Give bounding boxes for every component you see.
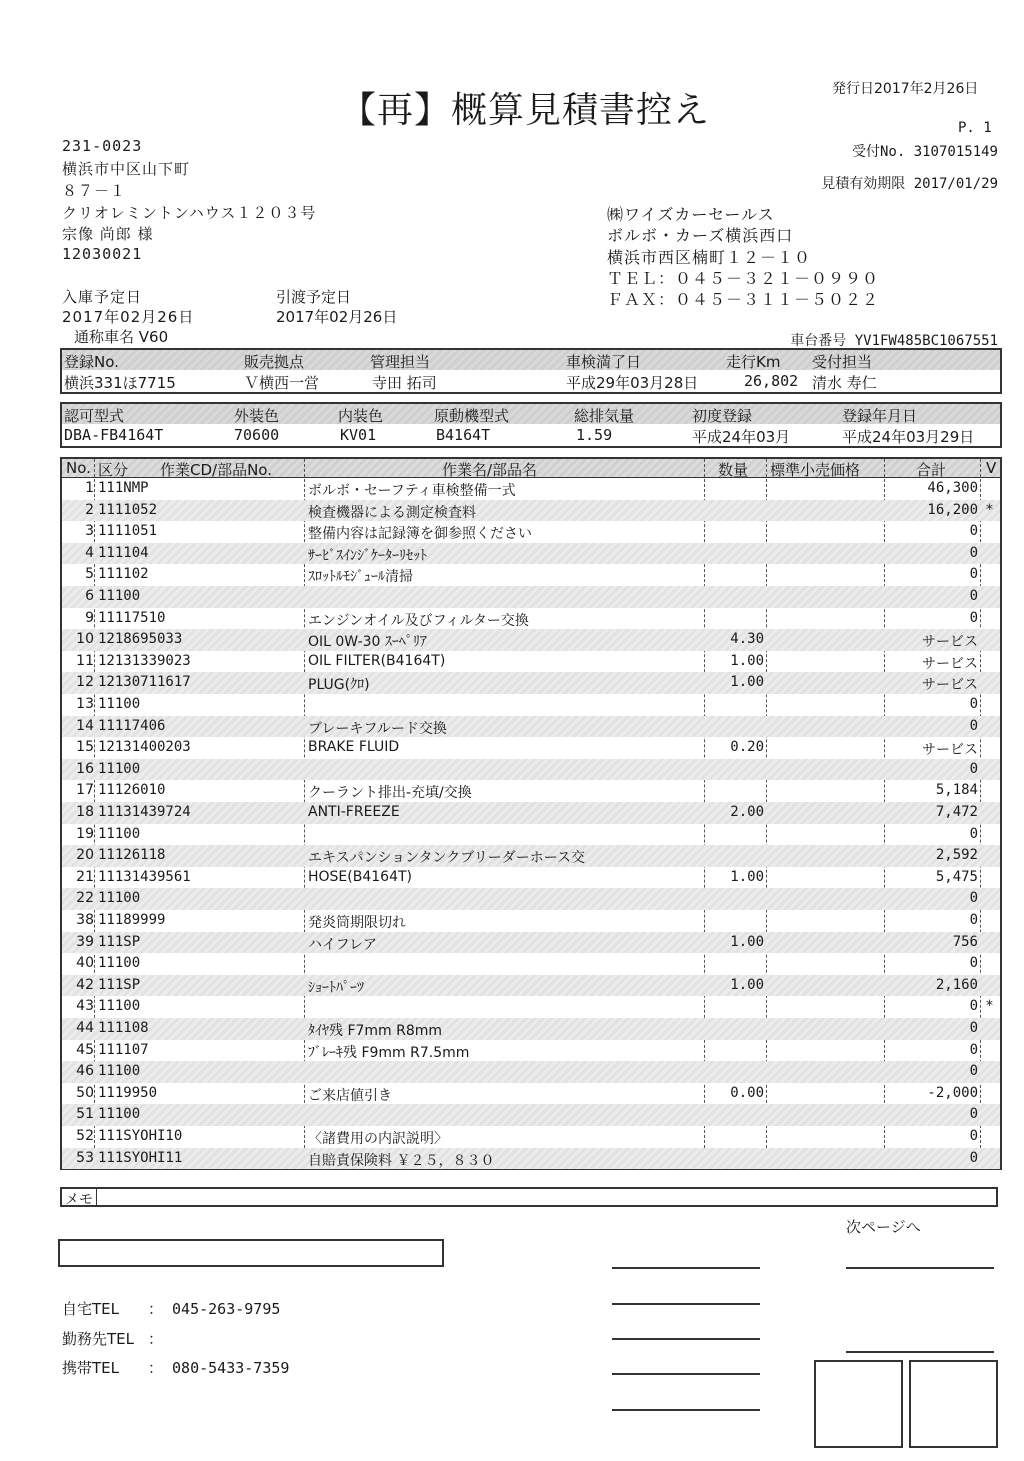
- row-total: 5,475: [935, 868, 978, 885]
- table-row: [62, 1061, 1000, 1083]
- estimate-table: [60, 457, 1002, 1170]
- row-total: 2,592: [935, 847, 978, 864]
- specification-band: [60, 402, 1002, 448]
- row-code: 11100: [98, 1106, 141, 1123]
- row-name: OIL FILTER(B4164T): [308, 652, 446, 669]
- table-row: [62, 845, 1000, 867]
- row-total: 0: [969, 1041, 978, 1058]
- table-row: [62, 888, 1000, 910]
- mobile-tel-value: ： 080-5433-7359: [148, 1359, 290, 1377]
- row-code: 11100: [98, 998, 141, 1015]
- row-no: 18: [76, 804, 94, 820]
- row-total: 756: [952, 933, 978, 950]
- row-qty: 1.00: [730, 933, 764, 950]
- row-flag: *: [986, 501, 993, 518]
- dealer-company: ㈱ワイズカーセールス: [607, 205, 775, 224]
- row-name: ANTI-FREEZE: [308, 804, 400, 820]
- row-total: 0: [969, 1020, 978, 1036]
- work-tel-value: ：: [148, 1330, 164, 1348]
- row-code: 11126010: [98, 782, 166, 799]
- table-row: [62, 910, 1000, 932]
- reception-staff: 清水 寿仁: [812, 374, 877, 392]
- mobile-tel-label: 携帯TEL: [62, 1359, 119, 1377]
- signature-line: [846, 1351, 994, 1353]
- table-row: [62, 802, 1000, 824]
- vehicle-model: 通称車名 V60: [74, 328, 169, 346]
- row-total: 0: [969, 1106, 978, 1123]
- row-total: 0: [969, 523, 978, 540]
- registration-number: 横浜331ほ7715: [64, 374, 176, 392]
- row-total: 0: [969, 588, 978, 604]
- row-no: 22: [76, 890, 94, 907]
- row-total: サービス: [922, 677, 978, 694]
- row-code: 11117406: [98, 717, 166, 734]
- row-code: 111108: [98, 1020, 149, 1036]
- table-row: [62, 694, 1000, 716]
- document-title: 【再】概算見積書控え: [340, 90, 711, 131]
- band1-header: 管理担当: [370, 353, 431, 371]
- home-tel-label: 自宅TEL: [62, 1300, 119, 1318]
- row-no: 43: [76, 998, 94, 1015]
- row-total: 0: [969, 609, 978, 626]
- row-total: 0: [969, 955, 978, 972]
- row-total: 0: [969, 566, 978, 583]
- table-row: [62, 521, 1000, 543]
- row-name: 自賠責保険料 ￥２５，８３０: [308, 1152, 495, 1169]
- page-number: P. 1: [958, 120, 992, 136]
- row-no: 53: [76, 1149, 94, 1166]
- row-code: 111104: [98, 544, 149, 561]
- row-total: サービス: [922, 634, 978, 651]
- row-total: 0: [969, 717, 978, 734]
- header-qty: 数量: [718, 461, 749, 479]
- row-no: 9: [85, 609, 94, 626]
- blank-box: [58, 1239, 444, 1267]
- header-total: 合計: [916, 461, 947, 479]
- band2-header: 認可型式: [64, 407, 125, 425]
- in-date-value: 2017年02月26日: [62, 308, 195, 326]
- row-total: 0: [969, 760, 978, 777]
- band2-header: 初度登録: [692, 407, 753, 425]
- row-no: 46: [76, 1063, 94, 1080]
- row-total: 2,160: [935, 976, 978, 993]
- out-date-label: 引渡予定日: [276, 288, 352, 306]
- first-registration: 平成24年03月: [692, 428, 791, 446]
- row-total: 0: [969, 825, 978, 842]
- band2-header: 原動機型式: [434, 407, 510, 425]
- row-no: 38: [76, 912, 94, 928]
- stamp-box: [909, 1360, 998, 1448]
- table-row: [62, 1018, 1000, 1040]
- validity-date: 見積有効期限 2017/01/29: [821, 176, 998, 192]
- row-name: ボルボ・セーフティ車検整備一式: [308, 483, 516, 499]
- row-no: 20: [76, 847, 94, 864]
- row-code: 12131400203: [98, 739, 191, 756]
- table-row: [62, 953, 1000, 975]
- row-code: 11100: [98, 825, 141, 842]
- out-date-value: 2017年02月26日: [276, 308, 398, 326]
- header-name: 作業名/部品名: [442, 461, 538, 479]
- table-row: [62, 608, 1000, 630]
- row-name: エンジンオイル及びフィルター交換: [308, 612, 529, 629]
- row-name: クーラント排出-充填/交換: [308, 785, 472, 802]
- row-name: ｻｰﾋﾞｽｲﾝｼﾞｹｰﾀｰﾘｾｯﾄ: [308, 547, 427, 564]
- table-row: [62, 1148, 1000, 1170]
- row-qty: 0.00: [730, 1084, 764, 1101]
- row-code: 11100: [98, 955, 141, 972]
- row-name: 整備内容は記録簿を御参照ください: [308, 526, 532, 543]
- row-code: 111SYOHI10: [98, 1128, 183, 1144]
- signature-line: [612, 1373, 760, 1375]
- table-row: [62, 478, 1000, 500]
- row-qty: 0.20: [730, 739, 764, 756]
- row-total: 0: [969, 890, 978, 907]
- customer-id: 12030021: [62, 245, 143, 263]
- row-qty: 1.00: [730, 976, 764, 993]
- table-header: [62, 459, 1000, 478]
- dealer-fax: ＦＡＸ：０４５－３１１－５０２２: [607, 290, 880, 309]
- issue-date: 発行日2017年2月26日: [832, 81, 979, 97]
- table-row: [62, 543, 1000, 565]
- table-row: [62, 759, 1000, 781]
- row-qty: 1.00: [730, 652, 764, 669]
- table-row: [62, 975, 1000, 997]
- table-row: [62, 500, 1000, 522]
- table-row: [62, 672, 1000, 694]
- row-total: サービス: [922, 655, 978, 672]
- row-code: 1111052: [98, 501, 158, 518]
- row-no: 6: [85, 588, 94, 604]
- row-code: 11117510: [98, 609, 166, 626]
- row-no: 11: [76, 652, 94, 669]
- table-row: [62, 867, 1000, 889]
- registration-date: 平成24年03月29日: [842, 428, 975, 446]
- row-no: 2: [85, 501, 94, 518]
- row-code: 11189999: [98, 912, 166, 928]
- row-total: サービス: [922, 742, 978, 759]
- header-price: 標準小売価格: [770, 461, 861, 479]
- row-code: 111107: [98, 1041, 149, 1058]
- customer-address-2: ８７－１: [62, 182, 127, 200]
- row-code: 12130711617: [98, 674, 191, 691]
- home-tel-value: ： 045-263-9795: [148, 1300, 281, 1318]
- row-no: 5: [85, 566, 94, 583]
- row-no: 3: [85, 523, 94, 540]
- row-flag: *: [986, 998, 993, 1015]
- row-code: 11100: [98, 760, 141, 777]
- row-total: 0: [969, 912, 978, 928]
- stamp-box: [814, 1360, 903, 1448]
- memo-label: メモ: [62, 1189, 97, 1205]
- interior-color: KV01: [340, 426, 377, 444]
- in-date-label: 入庫予定日: [62, 288, 143, 306]
- header-flag: V: [986, 459, 997, 477]
- band2-header: 外装色: [234, 407, 280, 425]
- row-no: 44: [76, 1020, 94, 1036]
- band2-header: 登録年月日: [842, 407, 918, 425]
- table-row: [62, 1083, 1000, 1105]
- approval-model: DBA-FB4164T: [64, 426, 164, 444]
- row-name: BRAKE FLUID: [308, 739, 400, 756]
- row-qty: 1.00: [730, 868, 764, 885]
- row-total: 0: [969, 544, 978, 561]
- band1-header: 走行Km: [726, 353, 781, 371]
- row-name: エキスパンションタンクブリーダーホース交: [308, 850, 585, 867]
- row-total: 16,200: [927, 501, 978, 518]
- row-code: 11100: [98, 588, 141, 604]
- row-code: 11131439724: [98, 804, 191, 820]
- table-row: [62, 996, 1000, 1018]
- row-name: ご来店値引き: [308, 1087, 392, 1104]
- table-row: [62, 629, 1000, 651]
- registration-band: [60, 348, 1002, 394]
- table-row: [62, 780, 1000, 802]
- band1-header: 販売拠点: [244, 353, 305, 371]
- customer-address-3: クリオレミントンハウス１２０３号: [62, 204, 317, 222]
- memo-box: [60, 1187, 998, 1207]
- table-row: [62, 737, 1000, 759]
- row-qty: 4.30: [730, 631, 764, 648]
- row-code: 11100: [98, 1063, 141, 1080]
- row-no: 21: [76, 868, 94, 885]
- signature-line: [612, 1303, 760, 1305]
- signature-line: [846, 1267, 994, 1269]
- receipt-number: 受付No. 3107015149: [851, 144, 998, 160]
- row-no: 14: [76, 717, 94, 734]
- table-row: [62, 716, 1000, 738]
- dealer-address: 横浜市西区楠町１２－１０: [607, 248, 812, 267]
- table-row: [62, 1104, 1000, 1126]
- header-kubun: 区分: [98, 461, 129, 479]
- band2-header: 総排気量: [574, 407, 635, 425]
- row-code: 111NMP: [98, 480, 149, 496]
- row-name: ｼｮｰﾄﾊﾟｰﾂ: [308, 979, 364, 996]
- row-code: 11100: [98, 890, 141, 907]
- row-code: 11126118: [98, 847, 166, 864]
- row-total: 7,472: [935, 804, 978, 820]
- row-total: 0: [969, 1128, 978, 1144]
- table-row: [62, 1040, 1000, 1062]
- table-row: [62, 824, 1000, 846]
- dealer-tel: ＴＥＬ：０４５－３２１－０９９０: [607, 269, 880, 288]
- row-qty: 2.00: [730, 804, 764, 820]
- row-no: 13: [76, 696, 94, 712]
- next-page-note: 次ページへ: [846, 1218, 921, 1236]
- dealer-branch: ボルボ・カーズ横浜西口: [607, 226, 794, 245]
- mileage: 26,802: [744, 372, 799, 390]
- row-total: 0: [969, 1063, 978, 1080]
- row-qty: 1.00: [730, 674, 764, 691]
- row-code: 1111051: [98, 523, 158, 540]
- row-no: 42: [76, 976, 94, 993]
- row-code: 111SP: [98, 933, 141, 950]
- row-name: ハイフレア: [308, 936, 378, 953]
- row-total: 0: [969, 696, 978, 712]
- table-row: [62, 586, 1000, 608]
- signature-line: [612, 1267, 760, 1269]
- row-name: ｽﾛｯﾄﾙﾓｼﾞｭｰﾙ清掃: [308, 569, 413, 586]
- table-row: [62, 932, 1000, 954]
- sales-base: Ｖ横西一営: [244, 374, 320, 392]
- table-row: [62, 651, 1000, 673]
- chassis-number: 車台番号 YV1FW485BC1067551: [790, 333, 998, 349]
- signature-line: [612, 1409, 760, 1411]
- row-code: 111SYOHI11: [98, 1149, 183, 1166]
- customer-address-1: 横浜市中区山下町: [62, 160, 191, 178]
- row-total: 0: [969, 998, 978, 1015]
- row-no: 39: [76, 933, 94, 950]
- row-code: 111102: [98, 566, 149, 583]
- row-name: HOSE(B4164T): [308, 868, 412, 885]
- band1-header: 登録No.: [64, 353, 119, 371]
- band2-header: 内装色: [338, 407, 384, 425]
- row-code: 11100: [98, 696, 141, 712]
- work-tel-label: 勤務先TEL: [62, 1330, 134, 1348]
- header-code: 作業CD/部品No.: [160, 461, 272, 479]
- header-no: No.: [66, 459, 91, 477]
- row-no: 10: [76, 631, 94, 648]
- row-code: 1218695033: [98, 631, 183, 648]
- row-no: 50: [76, 1084, 94, 1101]
- row-no: 4: [85, 544, 94, 561]
- row-total: 46,300: [927, 480, 978, 496]
- exterior-color: 70600: [234, 426, 280, 444]
- row-no: 51: [76, 1106, 94, 1123]
- signature-line: [612, 1338, 760, 1340]
- row-code: 111SP: [98, 976, 141, 993]
- row-name: PLUG(ｸﾛ): [308, 677, 370, 694]
- row-no: 17: [76, 782, 94, 799]
- band1-header: 車検満了日: [566, 353, 642, 371]
- customer-postal: 231-0023: [62, 137, 143, 155]
- row-total: -2,000: [927, 1084, 978, 1101]
- row-no: 19: [76, 825, 94, 842]
- row-no: 40: [76, 955, 94, 972]
- band1-header: 受付担当: [812, 353, 873, 371]
- inspection-expiry: 平成29年03月28日: [566, 374, 699, 392]
- row-name: ブレーキフルード交換: [308, 720, 447, 737]
- row-total: 5,184: [935, 782, 978, 799]
- manager: 寺田 拓司: [372, 374, 437, 392]
- row-name: OIL 0W-30 ｽｰﾍﾟﾘｱ: [308, 634, 427, 651]
- row-no: 16: [76, 760, 94, 777]
- row-name: ﾌﾞﾚｰｷ残 F9mm R7.5mm: [308, 1044, 470, 1061]
- row-no: 15: [76, 739, 94, 756]
- row-no: 12: [76, 674, 94, 691]
- displacement: 1.59: [576, 426, 613, 444]
- row-code: 12131339023: [98, 652, 191, 669]
- row-name: 検査機器による測定検査料: [308, 504, 476, 521]
- row-code: 1119950: [98, 1084, 158, 1101]
- row-no: 1: [85, 480, 94, 496]
- row-total: 0: [969, 1149, 978, 1166]
- engine-model: B4164T: [436, 426, 491, 444]
- row-name: 〈諸費用の内訳説明〉: [308, 1131, 448, 1147]
- row-no: 45: [76, 1041, 94, 1058]
- customer-name: 宗像 尚郎 様: [62, 225, 154, 243]
- row-code: 11131439561: [98, 868, 191, 885]
- table-row: [62, 564, 1000, 586]
- row-name: ﾀｲﾔ残 F7mm R8mm: [308, 1023, 443, 1039]
- row-name: 発炎筒期限切れ: [308, 915, 406, 931]
- row-no: 52: [76, 1128, 94, 1144]
- table-row: [62, 1126, 1000, 1148]
